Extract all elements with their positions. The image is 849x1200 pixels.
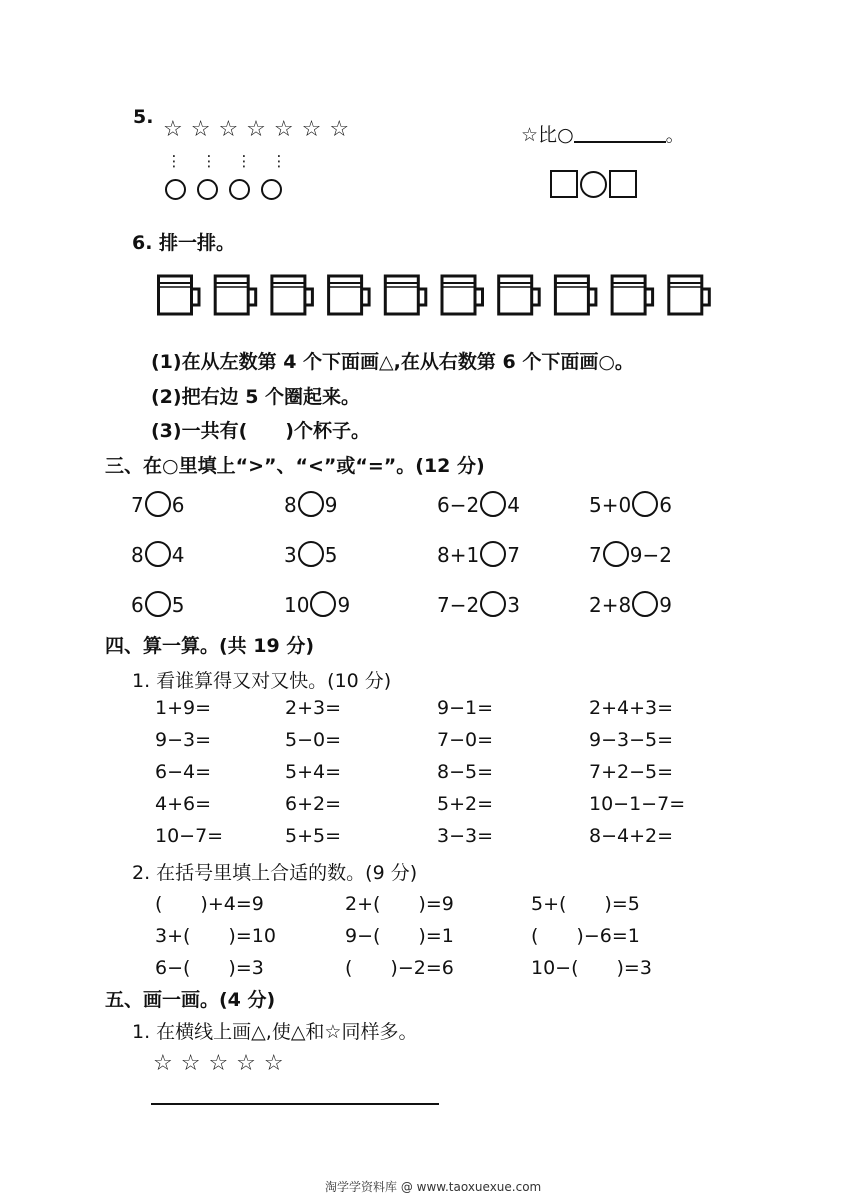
- calc-item: 10−7=: [155, 825, 224, 847]
- compare-item: [437, 591, 520, 617]
- answer-line[interactable]: [151, 1103, 439, 1105]
- fill-item: ( )−6=1: [531, 925, 640, 947]
- q5-circle-row: [165, 179, 293, 204]
- compare-item: [284, 591, 350, 617]
- calc-item: 10−1−7=: [589, 793, 686, 815]
- calc-item: 6−4=: [155, 761, 212, 783]
- section4-sub1: 1. 看谁算得又对又快。(10 分): [132, 670, 392, 692]
- left-operand: 3: [284, 543, 297, 567]
- left-operand: 7−2: [437, 593, 480, 617]
- circle-shape: [165, 179, 186, 200]
- section5-sub1: 1. 在横线上画△,使△和☆同样多。: [132, 1021, 418, 1043]
- dot-link: ⋮: [271, 152, 287, 170]
- dot-link: ⋮: [166, 152, 182, 170]
- calc-item: 6+2=: [285, 793, 342, 815]
- q6-item-2: (2)把右边 5 个圈起来。: [151, 386, 361, 408]
- compare-circle[interactable]: [632, 591, 658, 617]
- calc-item: 9−3=: [155, 729, 212, 751]
- compare-item: [131, 541, 184, 567]
- square-icon: [609, 170, 637, 198]
- calc-item: 2+3=: [285, 697, 342, 719]
- compare-circle[interactable]: [145, 491, 171, 517]
- compare-item: [589, 491, 672, 517]
- compare-item: [284, 491, 337, 517]
- calc-item: 7−0=: [437, 729, 494, 751]
- fill-item: ( )+4=9: [155, 893, 264, 915]
- circle-shape: [261, 179, 282, 200]
- fill-item: 2+( )=9: [345, 893, 454, 915]
- calc-item: 8−4+2=: [589, 825, 674, 847]
- right-operand: 6: [171, 493, 185, 517]
- left-operand: 10: [284, 593, 310, 617]
- left-operand: 6−2: [437, 493, 480, 517]
- calc-item: 9−3−5=: [589, 729, 674, 751]
- right-operand: 5: [324, 543, 338, 567]
- section4-sub2: 2. 在括号里填上合适的数。(9 分): [132, 862, 418, 884]
- compare-circle[interactable]: [632, 491, 658, 517]
- cup-row: [157, 272, 722, 322]
- calc-item: 8−5=: [437, 761, 494, 783]
- cup-icon: [555, 276, 596, 314]
- left-operand: 8: [131, 543, 144, 567]
- left-operand: 2+8: [589, 593, 632, 617]
- compare-circle[interactable]: [145, 541, 171, 567]
- section5-title: 五、画一画。(4 分): [105, 989, 276, 1011]
- circle-icon: ○: [557, 124, 574, 146]
- compare-circle[interactable]: [480, 491, 506, 517]
- compare-item: [437, 491, 520, 517]
- compare-item: [589, 591, 672, 617]
- q5-star-row: ☆☆☆☆☆☆☆: [163, 117, 358, 142]
- calc-item: 5+5=: [285, 825, 342, 847]
- calc-item: 4+6=: [155, 793, 212, 815]
- right-operand: 3: [507, 593, 520, 617]
- compare-item: [437, 541, 520, 567]
- compare-circle[interactable]: [480, 541, 506, 567]
- q5-shape-group: [550, 170, 637, 198]
- fill-item: 5+( )=5: [531, 893, 640, 915]
- right-operand: 9: [324, 493, 338, 517]
- star-icon: ☆: [521, 124, 539, 146]
- calc-item: 1+9=: [155, 697, 212, 719]
- right-operand: 9−2: [629, 543, 672, 567]
- dot-link: ⋮: [236, 152, 252, 170]
- fill-item: 6−( )=3: [155, 957, 264, 979]
- cups-graphic: [157, 272, 722, 318]
- section5-star-row: ☆☆☆☆☆: [153, 1051, 292, 1076]
- square-icon: [550, 170, 578, 198]
- cup-icon: [385, 276, 426, 314]
- left-operand: 6: [131, 593, 144, 617]
- fill-item: ( )−2=6: [345, 957, 454, 979]
- left-operand: 8+1: [437, 543, 480, 567]
- fill-item: 9−( )=1: [345, 925, 454, 947]
- section3-title: 三、在○里填上“>”、“<”或“=”。(12 分): [105, 455, 485, 477]
- q5-number: 5.: [133, 106, 154, 128]
- q5-dot-row: [163, 151, 303, 170]
- right-operand: 7: [507, 543, 520, 567]
- fill-item: 3+( )=10: [155, 925, 276, 947]
- calc-item: 5+2=: [437, 793, 494, 815]
- compare-circle[interactable]: [145, 591, 171, 617]
- cup-icon: [272, 276, 313, 314]
- footer-watermark: 淘学学资料库 @ www.taoxuexue.com: [325, 1180, 542, 1194]
- fill-item: 10−( )=3: [531, 957, 652, 979]
- compare-word: 比: [538, 124, 558, 146]
- compare-item: [131, 591, 184, 617]
- end-mark: 。: [665, 124, 685, 146]
- right-operand: 4: [507, 493, 520, 517]
- right-operand: 6: [659, 493, 672, 517]
- cup-icon: [215, 276, 256, 314]
- cup-icon: [499, 276, 540, 314]
- cup-icon: [612, 276, 653, 314]
- calc-item: 5+4=: [285, 761, 342, 783]
- cup-icon: [442, 276, 483, 314]
- left-operand: 8: [284, 493, 297, 517]
- compare-circle[interactable]: [603, 541, 629, 567]
- compare-item: [589, 541, 672, 567]
- q6-item-1: (1)在从左数第 4 个下面画△,在从右数第 6 个下面画○。: [151, 351, 634, 373]
- compare-circle[interactable]: [298, 491, 324, 517]
- cup-icon: [159, 276, 200, 314]
- calc-item: 3−3=: [437, 825, 494, 847]
- left-operand: 5+0: [589, 493, 632, 517]
- left-operand: 7: [589, 543, 602, 567]
- answer-blank[interactable]: [574, 141, 666, 143]
- compare-item: [284, 541, 337, 567]
- calc-item: 2+4+3=: [589, 697, 674, 719]
- compare-circle[interactable]: [310, 591, 336, 617]
- right-operand: 9: [659, 593, 672, 617]
- right-operand: 9: [337, 593, 351, 617]
- q6-title: 6. 排一排。: [132, 232, 236, 254]
- calc-item: 7+2−5=: [589, 761, 674, 783]
- left-operand: 7: [131, 493, 144, 517]
- right-operand: 4: [171, 543, 185, 567]
- circle-icon: [580, 171, 607, 198]
- q5-compare: [521, 120, 685, 147]
- compare-item: [131, 491, 184, 517]
- right-operand: 5: [171, 593, 185, 617]
- calc-item: 5−0=: [285, 729, 342, 751]
- section4-title: 四、算一算。(共 19 分): [105, 635, 315, 657]
- circle-shape: [197, 179, 218, 200]
- cup-icon: [669, 276, 710, 314]
- compare-circle[interactable]: [480, 591, 506, 617]
- dot-link: ⋮: [201, 152, 217, 170]
- circle-shape: [229, 179, 250, 200]
- calc-item: 9−1=: [437, 697, 494, 719]
- q6-item-3: (3)一共有( )个杯子。: [151, 420, 370, 442]
- compare-circle[interactable]: [298, 541, 324, 567]
- cup-icon: [329, 276, 370, 314]
